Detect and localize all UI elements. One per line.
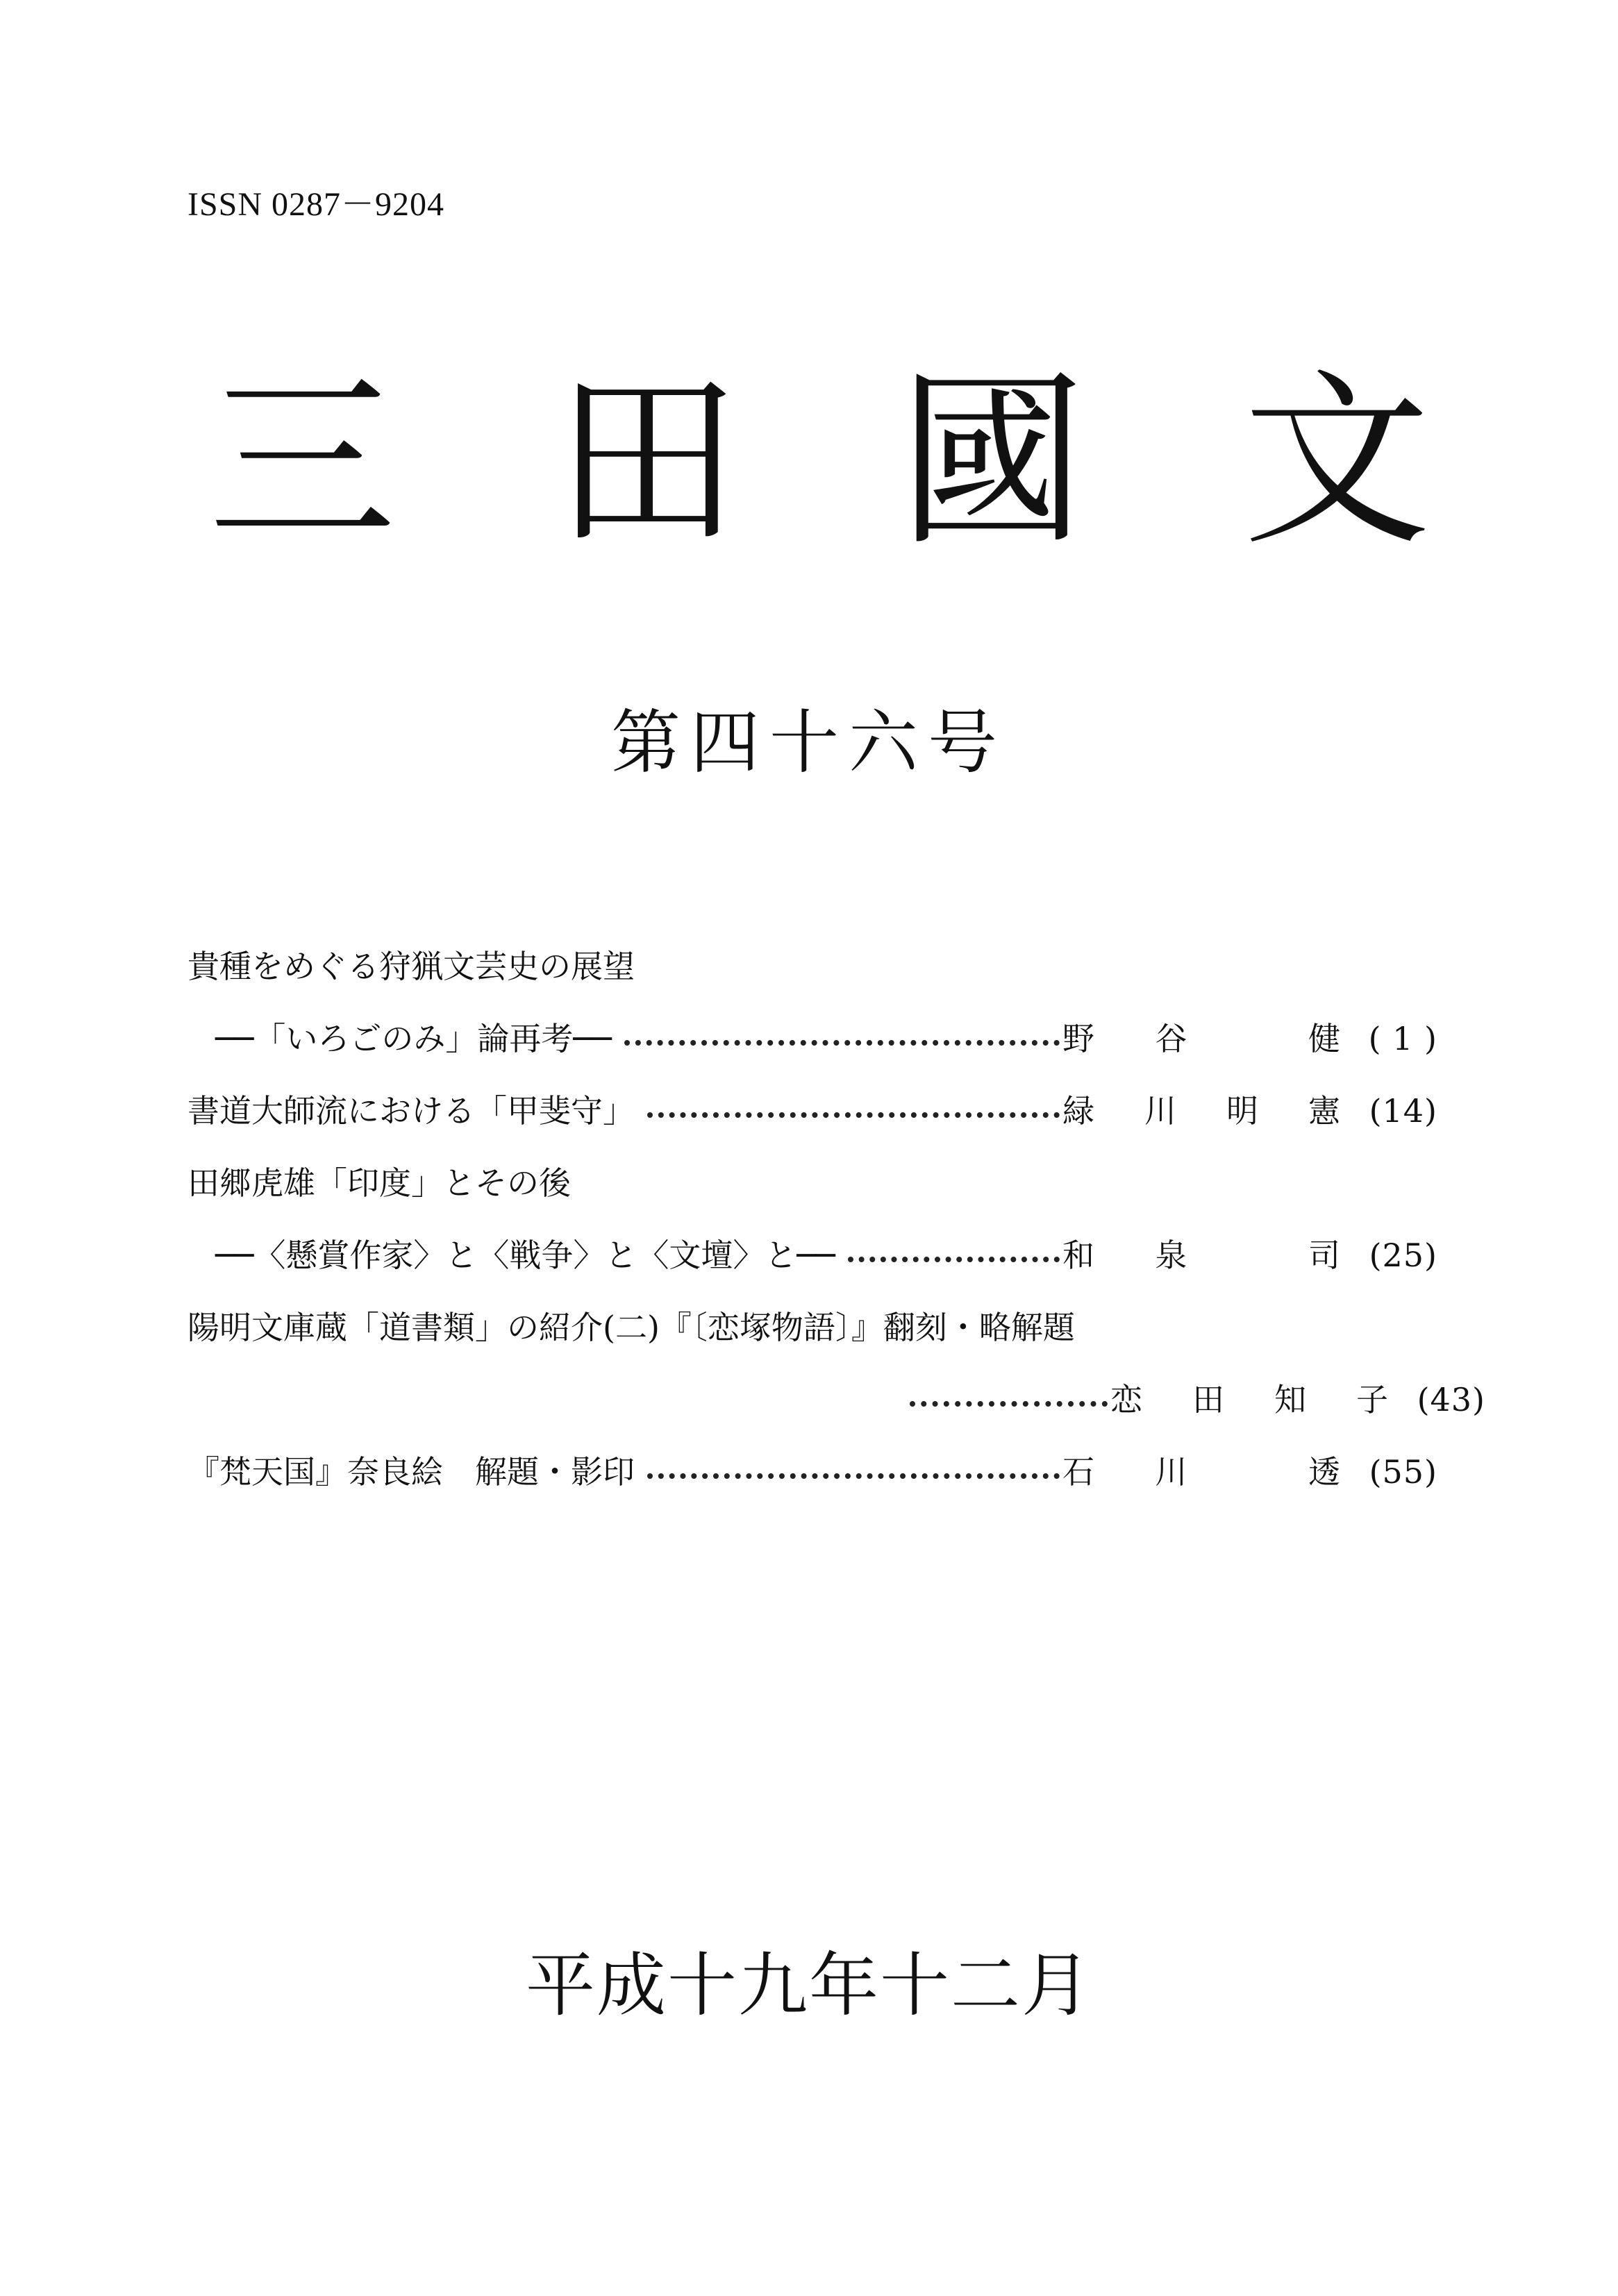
toc-entry — [187, 1075, 1437, 1147]
table-of-contents — [187, 930, 1485, 1508]
toc-subtitle: ──〈懸賞作家〉と〈戦争〉と〈文壇〉と── — [215, 1237, 835, 1274]
toc-author: 和 泉 司 — [1062, 1237, 1340, 1274]
title-char: 國 — [898, 352, 1086, 571]
leader-dots — [848, 1257, 1060, 1262]
toc-author: 野 谷 健 — [1062, 1020, 1340, 1057]
toc-title-line — [187, 1075, 1437, 1147]
toc-subtitle-line — [187, 1003, 1437, 1075]
toc-title: 陽明文庫蔵「道書類」の紹介(二)『〔恋塚物語〕』翻刻・略解題 — [187, 1309, 1075, 1346]
toc-entry — [187, 1291, 1485, 1436]
leader-dots — [647, 1112, 1060, 1118]
toc-title-line — [187, 1291, 1437, 1364]
toc-entry — [187, 1436, 1437, 1508]
toc-author: 緑 川 明 憲 — [1062, 1092, 1340, 1130]
toc-page: (25) — [1369, 1237, 1437, 1274]
toc-subtitle: ──「いろごのみ」論再考── — [215, 1020, 612, 1057]
title-char: 三 — [208, 352, 396, 571]
toc-page: (55) — [1369, 1453, 1437, 1491]
toc-page: ( 1 ) — [1368, 1020, 1437, 1057]
journal-title — [208, 352, 1431, 571]
publication-date: 平成十九年十二月 — [526, 1945, 1092, 2026]
issn: ISSN 0287－9204 — [187, 186, 445, 223]
toc-title-line — [187, 930, 1437, 1003]
leader-dots — [647, 1473, 1060, 1479]
toc-title: 書道大師流における「甲斐守」 — [187, 1092, 635, 1130]
toc-entry — [187, 1147, 1437, 1291]
toc-title-line — [187, 1436, 1437, 1508]
toc-entry — [187, 930, 1437, 1075]
toc-title: 『梵天国』奈良絵 解題・影印 — [187, 1453, 635, 1491]
toc-author: 恋 田 知 子 — [1110, 1381, 1388, 1418]
toc-title: 貴種をめぐる狩猟文芸史の展望 — [187, 948, 635, 985]
toc-subtitle-line — [187, 1219, 1437, 1291]
toc-subtitle-line — [187, 1364, 1485, 1436]
toc-title-line — [187, 1147, 1437, 1219]
title-char: 文 — [1242, 352, 1431, 571]
leader-dots — [910, 1401, 1108, 1407]
issue-number: 第四十六号 — [611, 702, 1007, 783]
leader-dots — [624, 1040, 1060, 1046]
toc-page: (43) — [1417, 1381, 1485, 1418]
toc-author: 石 川 透 — [1062, 1453, 1340, 1491]
toc-page: (14) — [1369, 1092, 1437, 1130]
toc-title: 田郷虎雄「印度」とその後 — [187, 1164, 571, 1202]
title-char: 田 — [553, 352, 741, 571]
